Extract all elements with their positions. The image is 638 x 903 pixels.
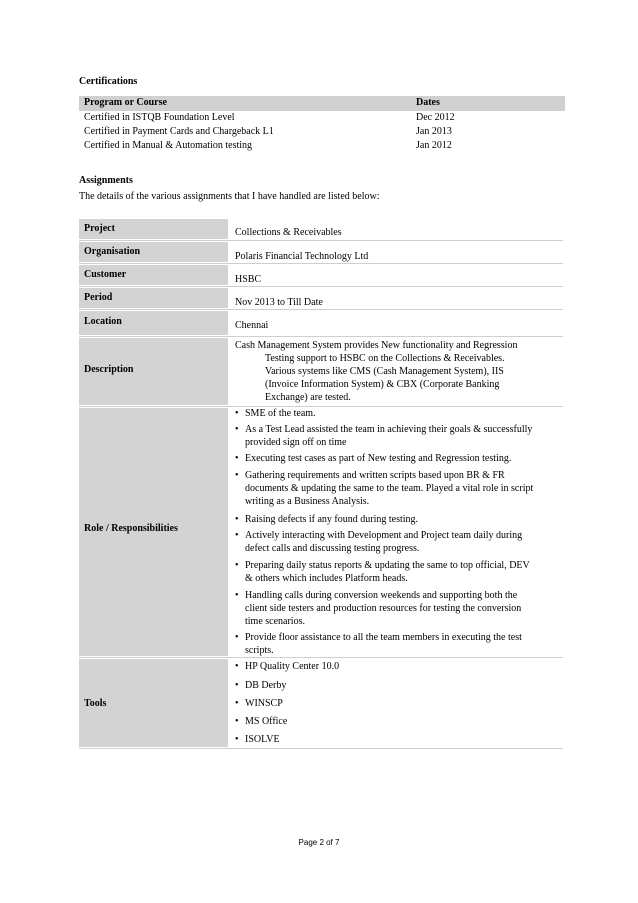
period-label: Period [84,292,113,303]
certifications-table-header [79,96,565,111]
bullet-icon: • [235,632,239,643]
description-line: Cash Management System provides New functionality and Regression [235,340,518,351]
row-divider [79,263,563,264]
cert-date: Dec 2012 [416,112,455,123]
certifications-table-body [79,112,565,156]
role-label-cell [79,408,228,656]
location-label: Location [84,316,122,327]
location-value: Chennai [235,320,269,331]
page-number-footer: Page 2 of 7 [298,838,340,847]
bullet-icon: • [235,530,239,541]
bullet-icon: • [235,453,239,464]
certifications-heading: Certifications [79,76,138,87]
row-divider [79,657,563,658]
customer-value: HSBC [235,274,262,285]
row-divider [79,240,563,241]
description-line: (Invoice Information System) & CBX (Corporate Banking [265,379,500,390]
col-program-header: Program or Course [84,97,167,108]
customer-label-cell [79,265,228,285]
customer-label: Customer [84,269,127,280]
cert-date: Jan 2013 [416,126,452,137]
col-dates-header: Dates [416,97,440,108]
organisation-label-cell [79,242,228,262]
bullet-icon: • [235,698,239,709]
description-label-cell [79,338,228,405]
bullet-icon: • [235,680,239,691]
project-label: Project [84,223,115,234]
description-line: Various systems like CMS (Cash Management System), IIS [265,366,504,377]
row-divider [79,286,563,287]
bullet-icon: • [235,590,239,601]
cert-program: Certified in ISTQB Foundation Level [84,112,235,123]
project-label-cell [79,219,228,239]
assignment-table: Project Organisation Customer Period Location Description Role / Responsibilities Tools Collections & Receivables Polaris Financial Technology Ltd HSBC Nov 2013 to Till Date Chennai Cash Management System provides New functionality and Regression Testing support to HSBC on the Collections & Receivables. Various systems like CMS (Cash Management System), IIS (Invoice Information System) & CBX (Corporate Banking Exchange) are tested. • SME of the team. • As a Test Lead assisted the team in achieving their goals & successfully provided sign off on time • Executing test cases as part of New testing and Regression testing. • Gathering requirements and written scripts based upon BR & FR documents & updating the same to the team. Played a vital role in script writing as a Business Analysis. • Raising defects if any found during testing. • Actively interacting with Development and Project team daily during defect calls and discussing testing progress. • Preparing daily status reports & updating the same to top official, DEV & others which includes Platform heads. • Handling calls during conversion weekends and supporting both the client side testers and production resources for testing the conversion time scenarios. • Provide floor assistance to all the team members in executing the test scripts. • HP Quality Center 10.0 • DB Derby • WINSCP • MS Office • ISOLVE [77,217,565,749]
bullet-icon: • [235,424,239,435]
description-line: Exchange) are tested. [265,392,351,403]
bullet-icon: • [235,661,239,672]
description-label: Description [84,364,134,375]
row-divider [79,309,563,310]
bullet-icon: • [235,734,239,745]
bullet-icon: • [235,408,239,419]
organisation-label: Organisation [84,246,141,257]
tools-label-cell [79,659,228,747]
tools-label: Tools [84,698,107,709]
assignments-intro: The details of the various assignments that I have handled are listed below: [79,191,380,202]
cert-date: Jan 2012 [416,140,452,151]
bullet-icon: • [235,716,239,727]
organisation-value: Polaris Financial Technology Ltd [235,251,369,262]
row-divider [79,406,563,407]
row-divider [79,336,563,337]
assignments-heading: Assignments [79,175,133,186]
location-label-cell [79,311,228,335]
bullet-icon: • [235,514,239,525]
period-label-cell [79,288,228,308]
cert-program: Certified in Payment Cards and Chargeback L1 [84,126,274,137]
bullet-icon: • [235,470,239,481]
period-value: Nov 2013 to Till Date [235,297,323,308]
description-line: Testing support to HSBC on the Collections & Receivables. [265,353,505,364]
bullet-icon: • [235,560,239,571]
role-label: Role / Responsibilities [84,523,178,534]
row-divider [79,748,563,749]
project-value: Collections & Receivables [235,227,342,238]
cert-program: Certified in Manual & Automation testing [84,140,253,151]
